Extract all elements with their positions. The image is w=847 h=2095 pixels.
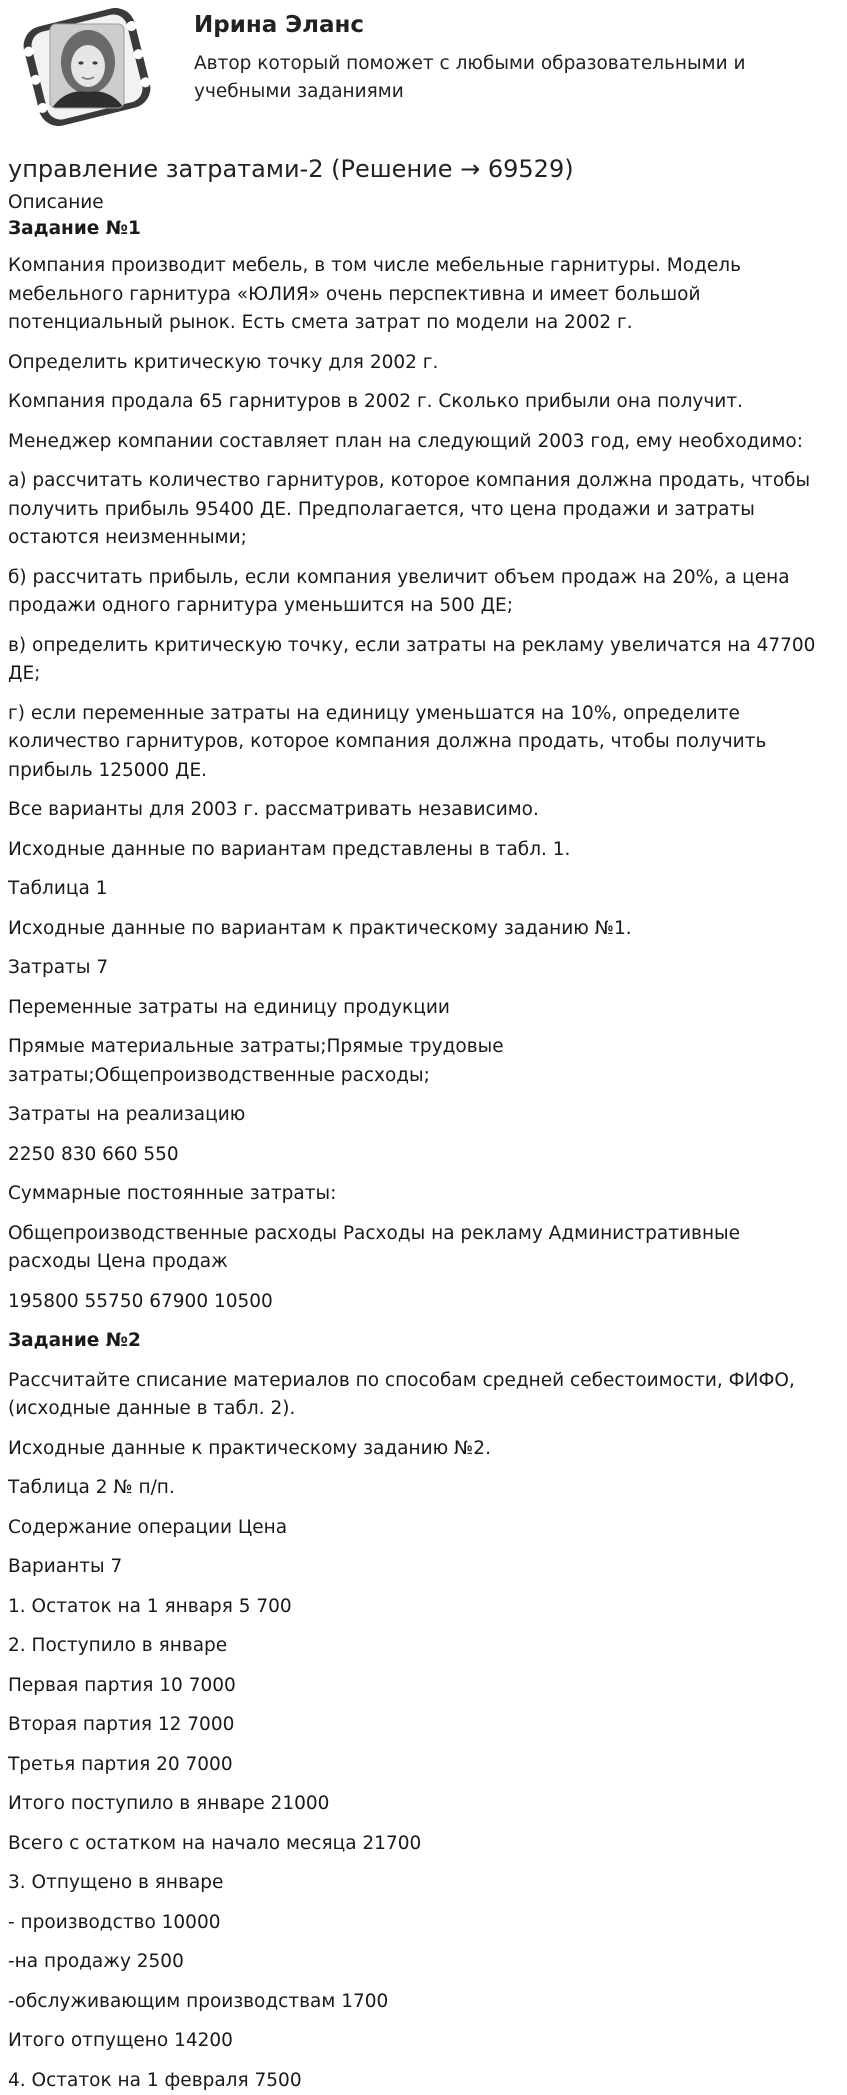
paragraph xyxy=(8,1632,839,1661)
paragraph xyxy=(8,564,839,621)
paragraph-line: Компания продала 65 гарнитуров в 2002 г. Сколько прибыли она получит. xyxy=(8,391,743,412)
paragraph-line: Затраты 7 xyxy=(8,957,108,978)
paragraph-line: Прямые материальные затраты;Прямые трудовые xyxy=(8,1036,504,1057)
paragraph xyxy=(8,836,839,865)
paragraph xyxy=(8,1751,839,1780)
document-title: управление затратами-2 (Решение → 69529) xyxy=(8,152,839,186)
paragraph xyxy=(8,915,839,944)
paragraph-line: затраты;Общепроизводственные расходы; xyxy=(8,1065,430,1086)
author-description-line: учебными заданиями xyxy=(194,81,404,102)
paragraph-line: количество гарнитуров, которое компания должна продать, чтобы получить xyxy=(8,731,766,752)
author-header xyxy=(8,0,839,138)
paragraph xyxy=(8,1553,839,1582)
paragraph-line: 4. Остаток на 1 февраля 7500 xyxy=(8,2070,302,2091)
paragraph-line: -обслуживающим производствам 1700 xyxy=(8,1991,388,2012)
paragraph xyxy=(8,388,839,417)
paragraph-line: Рассчитайте списание материалов по способам средней себестоимости, ФИФО, xyxy=(8,1370,795,1391)
paragraph xyxy=(8,1593,839,1622)
paragraph xyxy=(8,252,839,338)
paragraph-line: Задание №1 xyxy=(8,218,141,239)
paragraph-line: остаются неизменными; xyxy=(8,527,247,548)
paragraph-line: мебельного гарнитура «ЮЛИЯ» очень перспективна и имеет большой xyxy=(8,284,701,305)
paragraph-line: Таблица 2 № п/п. xyxy=(8,1477,175,1498)
paragraph-line: 2. Поступило в январе xyxy=(8,1635,227,1656)
paragraph-line: Задание №2 xyxy=(8,1330,141,1351)
paragraph xyxy=(8,428,839,457)
paragraph-line: Менеджер компании составляет план на следующий 2003 год, ему необходимо: xyxy=(8,431,803,452)
paragraph xyxy=(8,349,839,378)
author-name: Ирина Эланс xyxy=(194,12,364,38)
paragraph-line: г) если переменные затраты на единицу уменьшатся на 10%, определите xyxy=(8,703,740,724)
paragraph-line: расходы Цена продаж xyxy=(8,1251,228,1272)
paragraph xyxy=(8,1474,839,1503)
paragraph xyxy=(8,796,839,825)
paragraph-line: прибыль 125000 ДЕ. xyxy=(8,760,207,781)
paragraph-line: (исходные данные в табл. 2). xyxy=(8,1398,295,1419)
description-label: Описание xyxy=(8,190,839,216)
paragraph-line: в) определить критическую точку, если затраты на рекламу увеличатся на 47700 xyxy=(8,635,815,656)
paragraph-line: Итого отпущено 14200 xyxy=(8,2030,233,2051)
paragraph xyxy=(8,467,839,553)
paragraph xyxy=(8,875,839,904)
paragraph-line: продажи одного гарнитура уменьшится на 500 ДЕ; xyxy=(8,595,513,616)
paragraph-line: -на продажу 2500 xyxy=(8,1951,184,1972)
paragraph-line: потенциальный рынок. Есть смета затрат по модели на 2002 г. xyxy=(8,312,633,333)
paragraph-line: Всего с остатком на начало месяца 21700 xyxy=(8,1833,421,1854)
paragraph xyxy=(8,994,839,1023)
paragraph xyxy=(8,1711,839,1740)
paragraph-line: Компания производит мебель, в том числе мебельные гарнитуры. Модель xyxy=(8,255,741,276)
author-description-line: Автор который поможет с любыми образовательными и xyxy=(194,53,746,74)
document-body xyxy=(8,216,839,2095)
paragraph-line: б) рассчитать прибыль, если компания увеличит объем продаж на 20%, а цена xyxy=(8,567,790,588)
paragraph-line: Варианты 7 xyxy=(8,1556,122,1577)
paragraph-line: 3. Отпущено в январе xyxy=(8,1872,223,1893)
paragraph-line: Суммарные постоянные затраты: xyxy=(8,1183,336,1204)
paragraph-line: Вторая партия 12 7000 xyxy=(8,1714,234,1735)
paragraph xyxy=(8,700,839,786)
paragraph xyxy=(8,1288,839,1317)
paragraph-line: Все варианты для 2003 г. рассматривать независимо. xyxy=(8,799,539,820)
paragraph-line: Итого поступило в январе 21000 xyxy=(8,1793,329,1814)
paragraph-line: - производство 10000 xyxy=(8,1912,221,1933)
paragraph-line: Исходные данные к практическому заданию №2. xyxy=(8,1438,491,1459)
paragraph xyxy=(8,1220,839,1277)
paragraph xyxy=(8,2067,839,2095)
paragraph-line: ДЕ; xyxy=(8,663,40,684)
paragraph-line: Третья партия 20 7000 xyxy=(8,1754,233,1775)
paragraph xyxy=(8,1988,839,2017)
paragraph xyxy=(8,1180,839,1209)
paragraph xyxy=(8,1672,839,1701)
paragraph xyxy=(8,1514,839,1543)
paragraph-line: Исходные данные по вариантам к практическому заданию №1. xyxy=(8,918,632,939)
paragraph-line: 2250 830 660 550 xyxy=(8,1144,179,1165)
paragraph xyxy=(8,954,839,983)
paragraph xyxy=(8,1101,839,1130)
paragraph-line: а) рассчитать количество гарнитуров, которое компания должна продать, чтобы xyxy=(8,470,810,491)
paragraph xyxy=(8,1909,839,1938)
paragraph xyxy=(8,1141,839,1170)
paragraph-line: Таблица 1 xyxy=(8,878,107,899)
paragraph xyxy=(8,1830,839,1859)
paragraph-line: Содержание операции Цена xyxy=(8,1517,287,1538)
paragraph xyxy=(8,2027,839,2056)
paragraph-line: получить прибыль 95400 ДЕ. Предполагается, что цена продажи и затраты xyxy=(8,499,755,520)
paragraph xyxy=(8,1033,839,1090)
paragraph xyxy=(8,1869,839,1898)
paragraph-line: Переменные затраты на единицу продукции xyxy=(8,997,450,1018)
paragraph-line: Затраты на реализацию xyxy=(8,1104,245,1125)
task-heading xyxy=(8,1327,839,1356)
author-avatar xyxy=(16,8,158,126)
paragraph-line: Исходные данные по вариантам представлены в табл. 1. xyxy=(8,839,570,860)
paragraph-line: Общепроизводственные расходы Расходы на рекламу Административные xyxy=(8,1223,740,1244)
paragraph xyxy=(8,632,839,689)
paragraph-line: 1. Остаток на 1 января 5 700 xyxy=(8,1596,292,1617)
paragraph-line: Определить критическую точку для 2002 г. xyxy=(8,352,438,373)
author-description xyxy=(194,50,814,106)
paragraph-line: 195800 55750 67900 10500 xyxy=(8,1291,273,1312)
paragraph xyxy=(8,1948,839,1977)
paragraph xyxy=(8,1435,839,1464)
paragraph xyxy=(8,1790,839,1819)
task-heading xyxy=(8,216,839,242)
paragraph xyxy=(8,1367,839,1424)
paragraph-line: Первая партия 10 7000 xyxy=(8,1675,236,1696)
